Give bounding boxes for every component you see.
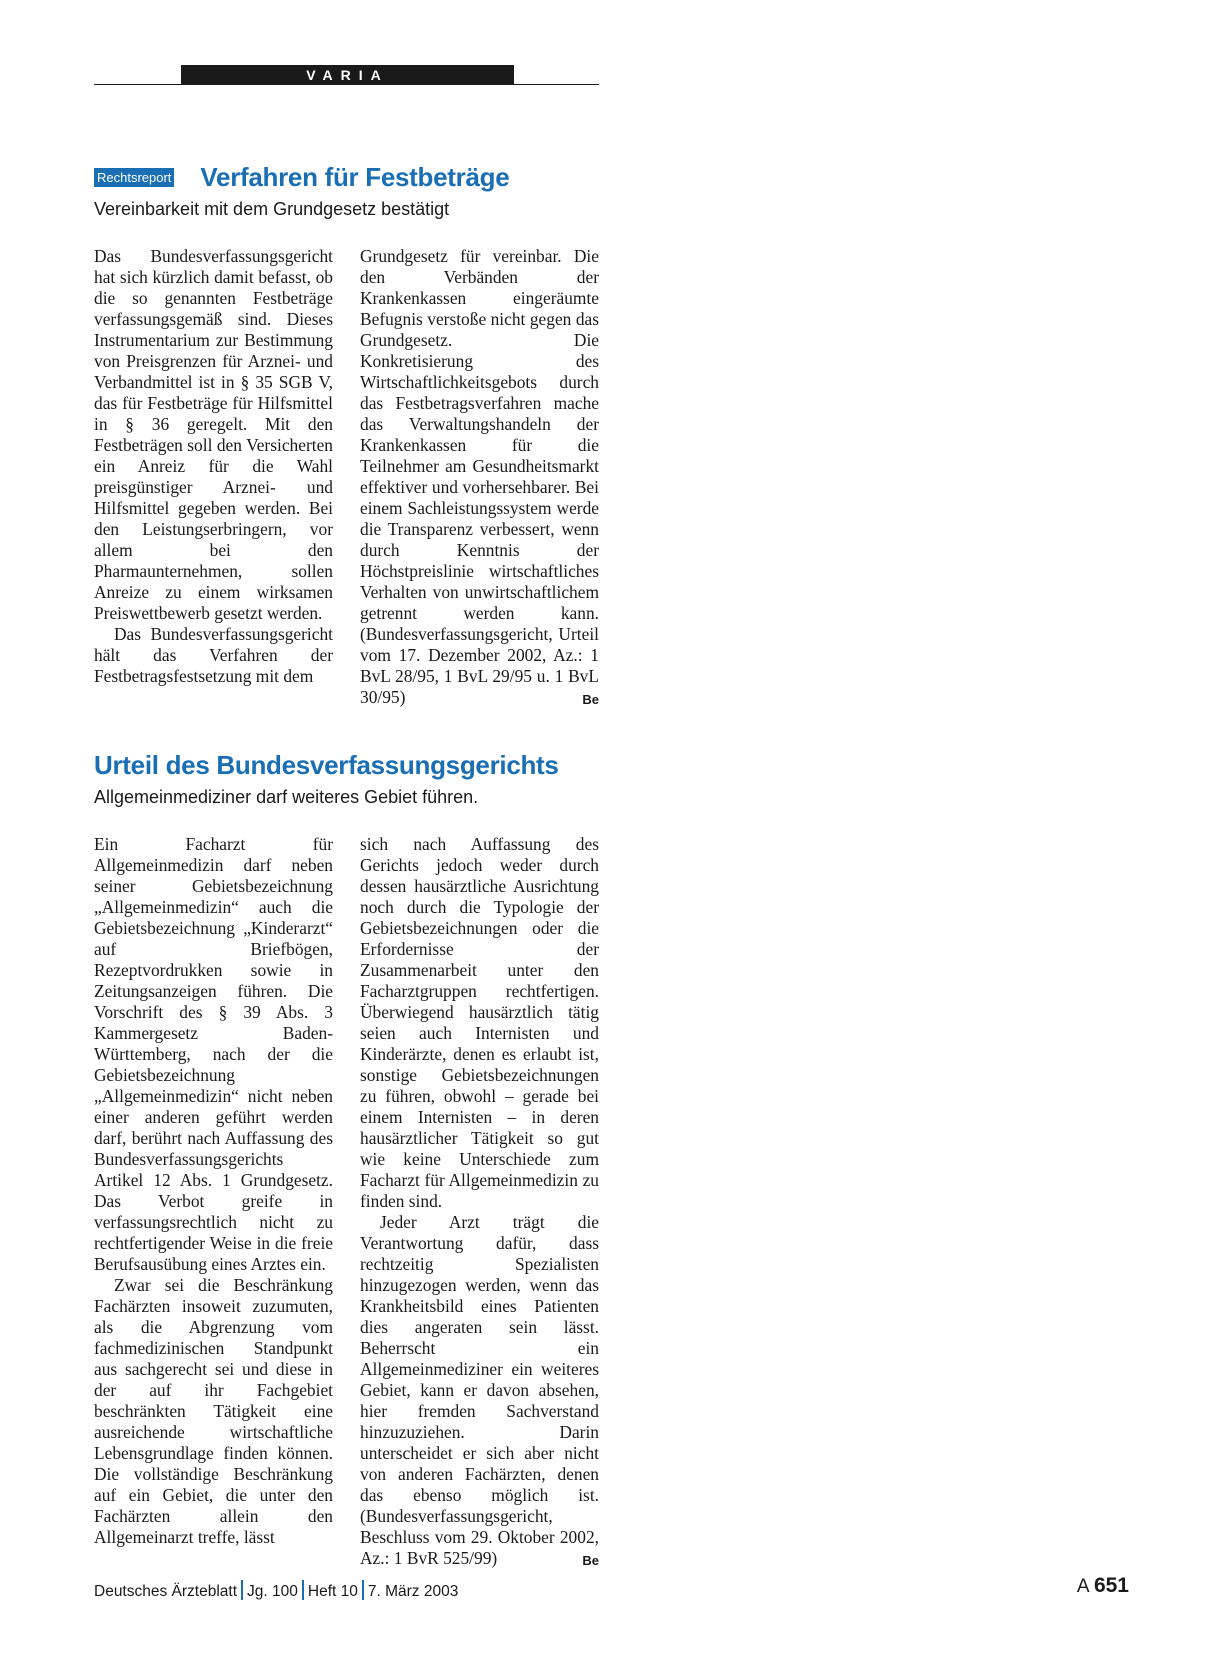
paragraph: Das Bundesverfassungsgericht hält das Verfahren der Festbetragsfestsetzung mit dem xyxy=(94,624,333,686)
footer-separator xyxy=(302,1580,304,1600)
header-rule xyxy=(94,84,599,85)
page-footer xyxy=(94,1574,1129,1604)
page-number-block xyxy=(1077,1574,1129,1598)
journal-issue: Heft 10 xyxy=(307,1583,358,1600)
text-column-right xyxy=(360,246,599,710)
paragraph xyxy=(360,246,599,708)
paragraph: Ein Facharzt für Allgemeinmedizin darf neben seiner Gebietsbezeichnung „Allgemeinmedizin“ auch die Gebietsbezeichnung „Kinderarzt“ auf Briefbögen, Rezeptvordrukken sowie in Zeitungsanzeigen führen. Die Vorschrift des § 39 Abs. 3 Kammergesetz Baden-Württemberg, nach der die Gebietsbezeichnung „Allgemeinmedizin“ nicht neben einer anderen geführt werden darf, berührt nach Auffassung des Bundesverfassungsgerichts Artikel 12 Abs. 1 Grundgesetz. Das Verbot greife in verfassungsrechtlich nicht zu rechtfertigender Weise in die freie Berufsausübung eines Arztes ein. xyxy=(94,834,333,1274)
paragraph-text: Jeder Arzt trägt die Verantwortung dafür, dass rechtzeitig Spezialisten hinzugezogen werden, wenn das Krankheitsbild eines Patienten dies angeraten sein lässt. Beherrscht ein Allgemeinmediziner ein weiteres Gebiet, kann er davon absehen, hier fremden Sachverstand hinzuzuziehen. Darin unterscheidet er sich aber nicht von anderen Fachärzten, denen das ebenso möglich ist. (Bundesverfassungsgericht, Beschluss vom 29. Oktober 2002, Az.: 1 BvR 525/99) xyxy=(360,1212,599,1568)
text-column-left xyxy=(94,246,333,710)
page-number: 651 xyxy=(1093,1574,1129,1597)
page-prefix: A xyxy=(1076,1576,1090,1597)
footer-citation xyxy=(94,1580,458,1601)
journal-date: 7. März 2003 xyxy=(367,1583,459,1600)
section-header xyxy=(94,62,599,87)
text-column-right xyxy=(360,834,599,1571)
footer-separator xyxy=(362,1580,364,1600)
paragraph: Das Bundesverfassungsgericht hat sich kürzlich damit befasst, ob die so genannten Festbeträge verfassungsgemäß sind. Dieses Instrumentarium zur Bestimmung von Preisgrenzen für Arznei- und Verbandmittel ist in § 35 SGB V, das für Festbeträge für Hilfsmittel in § 36 geregelt. Mit den Festbeträgen soll den Versicherten ein Anreiz für die Wahl preisgünstiger Arznei- und Hilfsmittel gegeben werden. Bei den Leistungserbringern, vor allem bei den Pharmaunternehmen, sollen Anreize zu einem wirksamen Preiswettbewerb gesetzt werden. xyxy=(94,246,333,623)
text-column-left xyxy=(94,834,333,1571)
article-title-row xyxy=(94,748,599,782)
section-label: VARIA xyxy=(181,65,514,85)
journal-volume: Jg. 100 xyxy=(247,1583,298,1600)
rubric-tag: Rechtsreport xyxy=(94,168,174,187)
paragraph-text: Grundgesetz für vereinbar. Die den Verbänden der Krankenkassen eingeräumte Befugnis verstoße nicht gegen das Grundgesetz. Die Konkretisierung des Wirtschaftlichkeitsgebots durch das Festbetragsverfahren mache das Verwaltungshandeln der Krankenkassen für die Teilnehmer am Gesundheitsmarkt effektiver und vorhersehbarer. Bei einem Sachleistungssystem werde die Transparenz verbessert, wenn durch Kenntnis der Höchstpreislinie wirtschaftliches Verhalten von unwirtschaftlichem getrennt werden kann. (Bundesverfassungsgericht, Urteil vom 17. Dezember 2002, Az.: 1 BvL 28/95, 1 BvL 29/95 u. 1 BvL 30/95) xyxy=(360,246,599,707)
article-festbetraege xyxy=(94,160,599,710)
article-subtitle: Allgemeinmediziner darf weiteres Gebiet führen. xyxy=(94,787,479,807)
paragraph: sich nach Auffassung des Gerichts jedoch weder durch dessen hausärztliche Ausrichtung noch durch die Typologie der Gebietsbezeichnungen oder die Erfordernisse der Zusammenarbeit unter den Facharztgruppen rechtfertigen. Überwiegend hausärztlich tätig seien auch Internisten und Kinderärzte, denen es erlaubt ist, sonstige Gebietsbezeichnungen zu führen, obwohl – gerade bei einem Internisten – in deren hausärztlicher Tätigkeit so gut wie keine Unterschiede zum Facharzt für Allgemeinmedizin zu finden sind. xyxy=(360,834,599,1211)
footer-separator xyxy=(241,1580,243,1600)
author-signature: Be xyxy=(582,1553,599,1568)
article-bundesverfassungsgericht xyxy=(94,748,599,1571)
paragraph xyxy=(360,1212,599,1569)
article-body xyxy=(94,834,599,1571)
article-title-row xyxy=(94,160,599,194)
article-body xyxy=(94,246,599,710)
paragraph: Zwar sei die Beschränkung Fachärzten insoweit zuzumuten, als die Abgrenzung vom fachmedizinischen Standpunkt aus sachgerecht sei und diese in der auf ihr Fachgebiet beschränkten Tätigkeit eine ausreichende wirtschaftliche Lebensgrundlage finden können. Die vollständige Beschränkung auf ein Gebiet, die unter den Fachärzten allein den Allgemeinarzt treffe, lässt xyxy=(94,1275,333,1547)
article-subtitle: Vereinbarkeit mit dem Grundgesetz bestätigt xyxy=(94,199,450,219)
journal-name: Deutsches Ärzteblatt xyxy=(94,1583,238,1600)
article-title: Verfahren für Festbeträge xyxy=(200,161,510,192)
article-title: Urteil des Bundesverfassungsgerichts xyxy=(94,749,559,780)
author-signature: Be xyxy=(582,692,599,707)
